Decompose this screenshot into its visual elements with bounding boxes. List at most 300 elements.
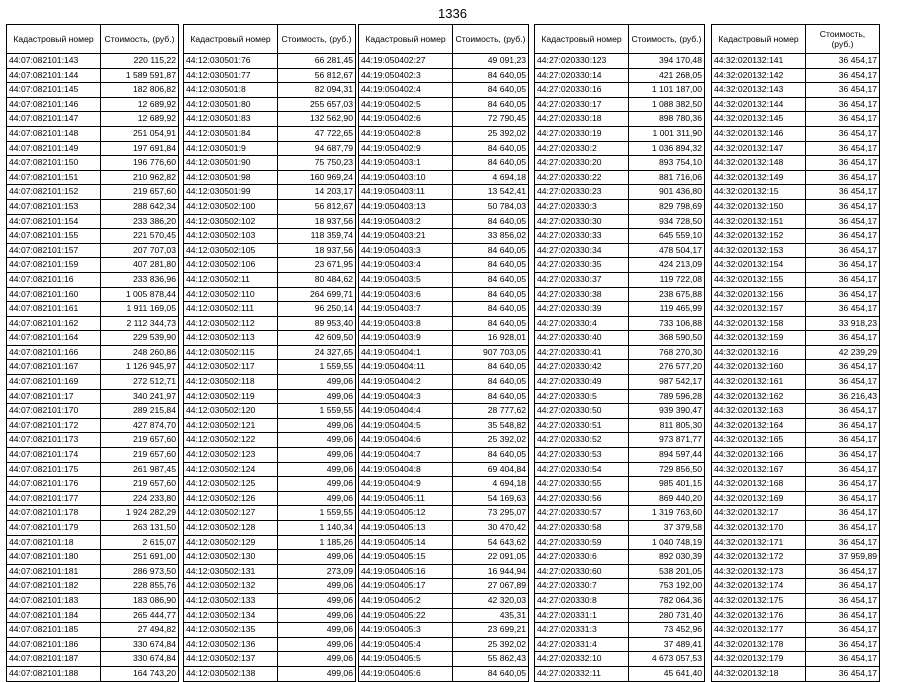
cost-value: 36 454,17 [806, 112, 880, 127]
table-row [184, 258, 356, 273]
cost-value: 499,06 [278, 637, 356, 652]
cadastral-number: 44:32:020132:168 [712, 477, 806, 492]
cost-value: 84 640,05 [453, 287, 529, 302]
table-row [184, 623, 356, 638]
cadastral-number: 44:12:030502:133 [184, 593, 278, 608]
cadastral-number: 44:19:050405:3 [359, 623, 453, 638]
cadastral-number: 44:19:050402:27 [359, 54, 453, 69]
table-row [712, 623, 880, 638]
cadastral-number: 44:32:020132:155 [712, 272, 806, 287]
table-row [184, 272, 356, 287]
cost-value: 478 504,17 [629, 243, 705, 258]
cost-value: 36 454,17 [806, 506, 880, 521]
table-row [359, 316, 529, 331]
header-cost: Стоимость, (руб.) [453, 25, 529, 54]
table-row [359, 579, 529, 594]
table-row [712, 345, 880, 360]
cadastral-number: 44:32:020132:145 [712, 112, 806, 127]
cadastral-number: 44:12:030501:83 [184, 112, 278, 127]
table-row [359, 389, 529, 404]
table-row [7, 375, 179, 390]
table-row [535, 68, 705, 83]
cost-value: 248 260,86 [101, 345, 179, 360]
cost-value: 56 812,67 [278, 199, 356, 214]
cadastral-number: 44:32:020132:151 [712, 214, 806, 229]
cadastral-number: 44:07:082101:149 [7, 141, 101, 156]
table-row [712, 535, 880, 550]
cost-value: 72 790,45 [453, 112, 529, 127]
cost-value: 33 918,23 [806, 316, 880, 331]
cost-value: 1 126 945,97 [101, 360, 179, 375]
table-row [359, 272, 529, 287]
cadastral-number: 44:32:020132:146 [712, 126, 806, 141]
cadastral-number: 44:27:020331:3 [535, 623, 629, 638]
cost-value: 36 454,17 [806, 521, 880, 536]
table-row [535, 477, 705, 492]
cost-value: 84 640,05 [453, 97, 529, 112]
cadastral-number: 44:19:050402:5 [359, 97, 453, 112]
table-row [7, 389, 179, 404]
table-row [359, 141, 529, 156]
cost-value: 286 973,50 [101, 564, 179, 579]
cadastre-table-5 [711, 24, 880, 682]
table-row [535, 97, 705, 112]
cadastral-number: 44:19:050404:2 [359, 375, 453, 390]
table-row [712, 360, 880, 375]
table-row [712, 316, 880, 331]
cost-value: 219 657,60 [101, 448, 179, 463]
cadastral-number: 44:07:082101:153 [7, 199, 101, 214]
table-row [184, 550, 356, 565]
cost-value: 36 454,17 [806, 360, 880, 375]
cost-value: 36 454,17 [806, 652, 880, 667]
table-row [712, 608, 880, 623]
cost-value: 421 268,05 [629, 68, 705, 83]
page-number: 1336 [438, 6, 467, 21]
cost-value: 733 106,88 [629, 316, 705, 331]
cost-value: 22 091,05 [453, 550, 529, 565]
cadastral-number: 44:32:020132:166 [712, 448, 806, 463]
cadastral-number: 44:12:030501:90 [184, 156, 278, 171]
table-row [359, 156, 529, 171]
cadastral-number: 44:07:082101:161 [7, 302, 101, 317]
table-row [184, 535, 356, 550]
table-row [535, 579, 705, 594]
cadastral-number: 44:07:082101:185 [7, 623, 101, 638]
cadastral-number: 44:32:020132:156 [712, 287, 806, 302]
cadastral-number: 44:19:050405:16 [359, 564, 453, 579]
cost-value: 219 657,60 [101, 433, 179, 448]
table-row [184, 521, 356, 536]
cost-value: 233 836,96 [101, 272, 179, 287]
table-row [7, 666, 179, 681]
cadastral-number: 44:27:020330:58 [535, 521, 629, 536]
cost-value: 869 440,20 [629, 491, 705, 506]
table-row [7, 404, 179, 419]
cost-value: 16 944,94 [453, 564, 529, 579]
cadastral-number: 44:32:020132:144 [712, 97, 806, 112]
table-row [359, 243, 529, 258]
cost-value: 50 784,03 [453, 199, 529, 214]
table-row [712, 156, 880, 171]
header-cadastral: Кадастровый номер [184, 25, 278, 54]
cost-value: 24 327,65 [278, 345, 356, 360]
table-row [7, 579, 179, 594]
cost-value: 499,06 [278, 462, 356, 477]
cadastral-number: 44:27:020330:33 [535, 229, 629, 244]
cost-value: 261 987,45 [101, 462, 179, 477]
cost-value: 36 454,17 [806, 170, 880, 185]
table-row [7, 229, 179, 244]
table-row [184, 448, 356, 463]
cost-value: 84 640,05 [453, 258, 529, 273]
cost-value: 30 470,42 [453, 521, 529, 536]
table-row [7, 637, 179, 652]
table-row [712, 579, 880, 594]
cost-value: 36 454,17 [806, 54, 880, 69]
table-row [7, 214, 179, 229]
cadastral-number: 44:32:020132:15 [712, 185, 806, 200]
table-row [7, 243, 179, 258]
cadastral-number: 44:19:050403:3 [359, 243, 453, 258]
cost-value: 36 454,17 [806, 185, 880, 200]
table-row [7, 491, 179, 506]
table-row [7, 521, 179, 536]
cost-value: 1 319 763,60 [629, 506, 705, 521]
cost-value: 229 539,90 [101, 331, 179, 346]
cost-value: 36 454,17 [806, 156, 880, 171]
cadastral-number: 44:19:050403:21 [359, 229, 453, 244]
cadastral-number: 44:27:020330:52 [535, 433, 629, 448]
cost-value: 499,06 [278, 579, 356, 594]
cadastral-number: 44:07:082101:176 [7, 477, 101, 492]
cost-value: 255 657,03 [278, 97, 356, 112]
cost-value: 251 054,91 [101, 126, 179, 141]
table-row [359, 652, 529, 667]
table-row [535, 287, 705, 302]
cost-value: 37 959,89 [806, 550, 880, 565]
cadastral-number: 44:12:030502:126 [184, 491, 278, 506]
table-row [184, 608, 356, 623]
table-row [712, 199, 880, 214]
cadastral-number: 44:27:020330:18 [535, 112, 629, 127]
table-row [535, 302, 705, 317]
cadastral-number: 44:07:082101:170 [7, 404, 101, 419]
cadastral-number: 44:12:030502:135 [184, 623, 278, 638]
table-row [359, 666, 529, 681]
table-row [184, 418, 356, 433]
cadastral-number: 44:19:050404:5 [359, 418, 453, 433]
table-row [712, 418, 880, 433]
cost-value: 36 454,17 [806, 331, 880, 346]
cadastral-number: 44:07:082101:147 [7, 112, 101, 127]
cadastral-number: 44:12:030502:100 [184, 199, 278, 214]
table-row [184, 389, 356, 404]
cadastral-number: 44:19:050405:5 [359, 652, 453, 667]
cost-value: 55 862,43 [453, 652, 529, 667]
cost-value: 264 699,71 [278, 287, 356, 302]
table-row [184, 83, 356, 98]
table-row [712, 68, 880, 83]
table-row [535, 608, 705, 623]
cost-value: 233 386,20 [101, 214, 179, 229]
cadastral-number: 44:19:050404:8 [359, 462, 453, 477]
cadastral-number: 44:27:020330:51 [535, 418, 629, 433]
cost-value: 499,06 [278, 375, 356, 390]
table-row [535, 462, 705, 477]
table-row [7, 54, 179, 69]
header-cost: Стоимость, (руб.) [101, 25, 179, 54]
cadastral-number: 44:07:082101:144 [7, 68, 101, 83]
table-row [184, 141, 356, 156]
cost-value: 84 640,05 [453, 448, 529, 463]
cost-value: 2 112 344,73 [101, 316, 179, 331]
table-row [535, 214, 705, 229]
cadastral-number: 44:32:020132:153 [712, 243, 806, 258]
table-row [184, 593, 356, 608]
table-row [712, 229, 880, 244]
cadastral-number: 44:07:082101:184 [7, 608, 101, 623]
cadastral-number: 44:12:030502:110 [184, 287, 278, 302]
cadastral-number: 44:07:082101:162 [7, 316, 101, 331]
table-row [7, 258, 179, 273]
table-row [712, 564, 880, 579]
table-row [184, 243, 356, 258]
table-row [7, 608, 179, 623]
cadastral-number: 44:07:082101:179 [7, 521, 101, 536]
cadastral-number: 44:19:050404:6 [359, 433, 453, 448]
cost-value: 1 911 169,05 [101, 302, 179, 317]
table-row [359, 258, 529, 273]
cost-value: 907 703,05 [453, 345, 529, 360]
header-cadastral: Кадастровый номер [712, 25, 806, 54]
table-row [359, 404, 529, 419]
cadastral-number: 44:32:020132:157 [712, 302, 806, 317]
cost-value: 985 401,15 [629, 477, 705, 492]
cadastral-number: 44:32:020132:16 [712, 345, 806, 360]
table-row [359, 477, 529, 492]
table-row [359, 199, 529, 214]
cadastral-number: 44:12:030501:80 [184, 97, 278, 112]
table-row [7, 477, 179, 492]
table-row [535, 389, 705, 404]
cadastral-number: 44:32:020132:160 [712, 360, 806, 375]
cost-value: 499,06 [278, 608, 356, 623]
table-row [535, 404, 705, 419]
cost-value: 36 454,17 [806, 477, 880, 492]
cadastral-number: 44:27:020330:42 [535, 360, 629, 375]
table-row [7, 652, 179, 667]
cost-value: 1 559,55 [278, 404, 356, 419]
cadastral-number: 44:27:020330:35 [535, 258, 629, 273]
table-row [184, 68, 356, 83]
cost-value: 33 856,02 [453, 229, 529, 244]
cadastral-number: 44:32:020132:175 [712, 593, 806, 608]
table-row [535, 156, 705, 171]
cost-value: 119 465,99 [629, 302, 705, 317]
cadastral-number: 44:07:082101:166 [7, 345, 101, 360]
table-row [359, 418, 529, 433]
table-row [7, 535, 179, 550]
table-row [7, 83, 179, 98]
cadastral-number: 44:07:082101:18 [7, 535, 101, 550]
cost-value: 36 454,17 [806, 564, 880, 579]
cadastral-number: 44:19:050404:3 [359, 389, 453, 404]
cadastral-number: 44:12:030502:124 [184, 462, 278, 477]
cadastral-number: 44:32:020132:165 [712, 433, 806, 448]
cost-value: 224 233,80 [101, 491, 179, 506]
cost-value: 23 671,95 [278, 258, 356, 273]
cadastral-number: 44:07:082101:172 [7, 418, 101, 433]
table-row [712, 404, 880, 419]
table-row [184, 477, 356, 492]
table-row [359, 54, 529, 69]
table-row [7, 126, 179, 141]
table-row [7, 448, 179, 463]
cadastral-number: 44:27:020330:49 [535, 375, 629, 390]
cadastral-number: 44:12:030502:113 [184, 331, 278, 346]
cost-value: 18 937,56 [278, 214, 356, 229]
cost-value: 36 454,17 [806, 258, 880, 273]
cost-value: 118 359,74 [278, 229, 356, 244]
cost-value: 265 444,77 [101, 608, 179, 623]
cost-value: 80 484,62 [278, 272, 356, 287]
cadastral-number: 44:32:020132:179 [712, 652, 806, 667]
table-row [359, 170, 529, 185]
cost-value: 238 675,88 [629, 287, 705, 302]
cost-value: 36 454,17 [806, 229, 880, 244]
table-row [359, 68, 529, 83]
cadastral-number: 44:12:030501:76 [184, 54, 278, 69]
cadastral-number: 44:32:020132:143 [712, 83, 806, 98]
table-row [359, 287, 529, 302]
cost-value: 37 379,58 [629, 521, 705, 536]
cost-value: 37 489,41 [629, 637, 705, 652]
cost-value: 538 201,05 [629, 564, 705, 579]
table-row [184, 564, 356, 579]
table-row [184, 126, 356, 141]
cost-value: 499,06 [278, 652, 356, 667]
cadastral-number: 44:12:030501:77 [184, 68, 278, 83]
cost-value: 13 542,41 [453, 185, 529, 200]
cadastral-number: 44:32:020132:142 [712, 68, 806, 83]
cost-value: 934 728,50 [629, 214, 705, 229]
cost-value: 36 454,17 [806, 214, 880, 229]
cadastral-number: 44:19:050402:3 [359, 68, 453, 83]
table-row [7, 418, 179, 433]
cadastral-number: 44:27:020330:39 [535, 302, 629, 317]
table-row [712, 258, 880, 273]
cost-value: 898 780,36 [629, 112, 705, 127]
cost-value: 1 005 878,44 [101, 287, 179, 302]
cadastral-number: 44:27:020330:50 [535, 404, 629, 419]
table-row [712, 389, 880, 404]
cost-value: 645 559,10 [629, 229, 705, 244]
cadastral-number: 44:12:030502:119 [184, 389, 278, 404]
table-row [535, 521, 705, 536]
table-row [712, 141, 880, 156]
cost-value: 987 542,17 [629, 375, 705, 390]
cadastral-number: 44:19:050405:17 [359, 579, 453, 594]
cadastral-number: 44:19:050405:4 [359, 637, 453, 652]
table-row [184, 54, 356, 69]
cadastre-table-4 [534, 24, 705, 682]
cost-value: 84 640,05 [453, 68, 529, 83]
cadastral-number: 44:12:030502:134 [184, 608, 278, 623]
cost-value: 219 657,60 [101, 185, 179, 200]
cadastral-number: 44:07:082101:183 [7, 593, 101, 608]
cost-value: 36 454,17 [806, 97, 880, 112]
cadastral-number: 44:12:030502:112 [184, 316, 278, 331]
cost-value: 1 559,55 [278, 506, 356, 521]
table-row [535, 375, 705, 390]
table-row [712, 521, 880, 536]
cost-value: 939 390,47 [629, 404, 705, 419]
cadastral-number: 44:19:050403:13 [359, 199, 453, 214]
cost-value: 36 454,17 [806, 535, 880, 550]
cadastral-number: 44:12:030502:129 [184, 535, 278, 550]
table-row [7, 593, 179, 608]
table-row [7, 433, 179, 448]
cost-value: 75 750,23 [278, 156, 356, 171]
table-row [184, 652, 356, 667]
cost-value: 84 640,05 [453, 302, 529, 317]
table-row [535, 418, 705, 433]
table-row [712, 54, 880, 69]
cost-value: 789 596,28 [629, 389, 705, 404]
table-row [712, 506, 880, 521]
table-row [184, 345, 356, 360]
cost-value: 69 404,84 [453, 462, 529, 477]
cadastral-number: 44:32:020132:148 [712, 156, 806, 171]
table-row [359, 550, 529, 565]
table-row [359, 97, 529, 112]
table-row [712, 491, 880, 506]
cadastral-number: 44:12:030502:115 [184, 345, 278, 360]
table-row [535, 229, 705, 244]
cadastral-number: 44:27:020331:1 [535, 608, 629, 623]
table-row [7, 506, 179, 521]
cadastral-number: 44:07:082101:151 [7, 170, 101, 185]
cost-value: 36 454,17 [806, 404, 880, 419]
table-row [712, 666, 880, 681]
cost-value: 1 924 282,29 [101, 506, 179, 521]
cadastral-number: 44:07:082101:182 [7, 579, 101, 594]
cadastral-number: 44:12:030502:128 [184, 521, 278, 536]
cost-value: 54 643,62 [453, 535, 529, 550]
table-row [359, 608, 529, 623]
table-row [712, 448, 880, 463]
cadastral-number: 44:12:030502:117 [184, 360, 278, 375]
cost-value: 36 454,17 [806, 448, 880, 463]
cost-value: 729 856,50 [629, 462, 705, 477]
cadastral-number: 44:19:050405:2 [359, 593, 453, 608]
cadastral-number: 44:19:050403:9 [359, 331, 453, 346]
cadastral-number: 44:32:020132:174 [712, 579, 806, 594]
cost-value: 881 716,06 [629, 170, 705, 185]
cost-value: 36 454,17 [806, 623, 880, 638]
cost-value: 36 454,17 [806, 68, 880, 83]
cost-value: 4 694,18 [453, 477, 529, 492]
cost-value: 36 454,17 [806, 243, 880, 258]
table-row [712, 637, 880, 652]
cost-value: 221 570,45 [101, 229, 179, 244]
cadastral-number: 44:07:082101:177 [7, 491, 101, 506]
table-row [184, 302, 356, 317]
cost-value: 288 642,34 [101, 199, 179, 214]
cost-value: 25 392,02 [453, 433, 529, 448]
table-row [535, 593, 705, 608]
